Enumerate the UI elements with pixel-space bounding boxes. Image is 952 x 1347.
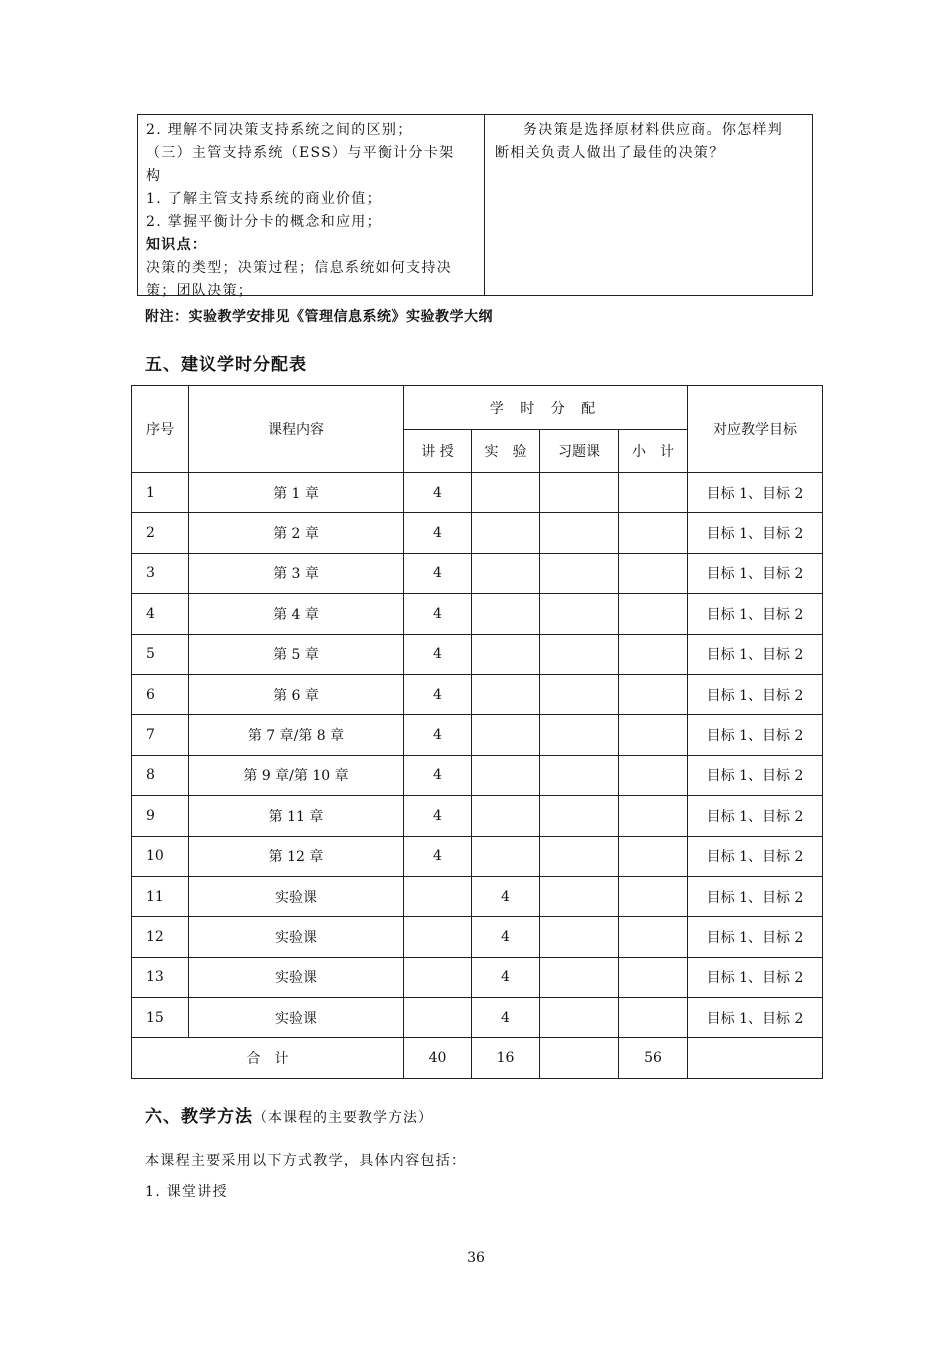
- table-row: [132, 553, 823, 593]
- cell-content: 第 6 章: [189, 674, 404, 714]
- appendix-note: 附注：实验教学安排见《管理信息系统》实验教学大纲: [145, 309, 493, 325]
- table-row: [132, 513, 823, 553]
- objective-line: 1. 了解主管支持系统的商业价值；: [146, 191, 382, 207]
- header-index: 序号: [132, 386, 189, 473]
- cell-content: 实验课: [189, 957, 404, 997]
- cell-exercise: [540, 594, 619, 634]
- objectives-cell: [138, 115, 485, 299]
- table-row: [132, 634, 823, 674]
- cell-subtotal: [619, 998, 688, 1038]
- cell-subtotal: [619, 796, 688, 836]
- table-row: [132, 796, 823, 836]
- cell-lecture: 4: [404, 553, 472, 593]
- cell-subtotal: [619, 755, 688, 795]
- table-row: [132, 836, 823, 876]
- section-6-subtitle: （本课程的主要教学方法）: [253, 1110, 433, 1126]
- section-5-title: 五、建议学时分配表: [145, 355, 307, 375]
- cell-subtotal: [619, 634, 688, 674]
- cell-experiment: [472, 796, 540, 836]
- header-hours: 学 时 分 配: [404, 386, 688, 430]
- cell-idx: 4: [132, 594, 189, 634]
- cell-content: 实验课: [189, 917, 404, 957]
- table-row: [132, 473, 823, 513]
- knowledge-points-label: 知识点：: [146, 237, 208, 253]
- cell-content: 第 4 章: [189, 594, 404, 634]
- cell-exercise: [540, 957, 619, 997]
- cell-experiment: [472, 755, 540, 795]
- cell-experiment: [472, 553, 540, 593]
- cell-exercise: [540, 513, 619, 553]
- cell-experiment: 4: [472, 957, 540, 997]
- table-row: [132, 957, 823, 997]
- cell-lecture: 4: [404, 513, 472, 553]
- total-goal: [688, 1038, 823, 1078]
- page-number: 36: [467, 1250, 485, 1266]
- cell-goal: 目标 1、目标 2: [688, 513, 823, 553]
- total-subtotal: 56: [619, 1038, 688, 1078]
- cell-experiment: [472, 674, 540, 714]
- cell-experiment: [472, 634, 540, 674]
- cell-experiment: [472, 473, 540, 513]
- cell-exercise: [540, 634, 619, 674]
- cell-lecture: 4: [404, 473, 472, 513]
- hours-allocation-table: [131, 385, 823, 1079]
- header-subtotal: 小 计: [619, 430, 688, 473]
- cell-goal: 目标 1、目标 2: [688, 957, 823, 997]
- cell-exercise: [540, 836, 619, 876]
- cell-goal: 目标 1、目标 2: [688, 917, 823, 957]
- header-goal: 对应教学目标: [688, 386, 823, 473]
- cell-lecture: [404, 917, 472, 957]
- table-row: [132, 998, 823, 1038]
- cell-exercise: [540, 917, 619, 957]
- cell-content: 第 5 章: [189, 634, 404, 674]
- cell-idx: 7: [132, 715, 189, 755]
- cell-lecture: 4: [404, 796, 472, 836]
- cell-content: 第 11 章: [189, 796, 404, 836]
- cell-content: 实验课: [189, 876, 404, 916]
- cell-exercise: [540, 796, 619, 836]
- cell-goal: 目标 1、目标 2: [688, 715, 823, 755]
- total-exercise: [540, 1038, 619, 1078]
- total-label: 合 计: [132, 1038, 404, 1078]
- cell-content: 第 12 章: [189, 836, 404, 876]
- objective-line: 2. 掌握平衡计分卡的概念和应用；: [146, 214, 382, 230]
- cell-exercise: [540, 755, 619, 795]
- cell-content: 第 2 章: [189, 513, 404, 553]
- cell-content: 第 7 章/第 8 章: [189, 715, 404, 755]
- table-row: [132, 755, 823, 795]
- cell-idx: 11: [132, 876, 189, 916]
- cell-goal: 目标 1、目标 2: [688, 594, 823, 634]
- cell-idx: 5: [132, 634, 189, 674]
- cell-content: 第 3 章: [189, 553, 404, 593]
- cell-goal: 目标 1、目标 2: [688, 674, 823, 714]
- cell-idx: 6: [132, 674, 189, 714]
- cell-exercise: [540, 876, 619, 916]
- cell-subtotal: [619, 513, 688, 553]
- method-item-1: 1. 课堂讲授: [145, 1184, 228, 1200]
- method-intro: 本课程主要采用以下方式教学，具体内容包括：: [145, 1153, 467, 1169]
- cell-subtotal: [619, 836, 688, 876]
- table-row: [132, 917, 823, 957]
- cell-lecture: 4: [404, 674, 472, 714]
- objective-line: （三）主管支持系统（ESS）与平衡计分卡架: [146, 145, 455, 161]
- cell-experiment: [472, 513, 540, 553]
- cell-goal: 目标 1、目标 2: [688, 836, 823, 876]
- total-lecture: 40: [404, 1038, 472, 1078]
- cell-subtotal: [619, 674, 688, 714]
- cell-goal: 目标 1、目标 2: [688, 796, 823, 836]
- total-row: [132, 1038, 823, 1078]
- objective-line: 2. 理解不同决策支持系统之间的区别；: [146, 122, 413, 138]
- cell-idx: 3: [132, 553, 189, 593]
- cell-lecture: 4: [404, 594, 472, 634]
- table-row: [132, 594, 823, 634]
- cell-exercise: [540, 553, 619, 593]
- cell-goal: 目标 1、目标 2: [688, 755, 823, 795]
- course-content-table: [137, 114, 813, 299]
- cell-experiment: 4: [472, 917, 540, 957]
- cell-exercise: [540, 674, 619, 714]
- cell-idx: 15: [132, 998, 189, 1038]
- case-question-cell: [485, 115, 812, 295]
- cell-subtotal: [619, 876, 688, 916]
- table-row: [132, 674, 823, 714]
- cell-goal: 目标 1、目标 2: [688, 998, 823, 1038]
- cell-lecture: [404, 998, 472, 1038]
- cell-experiment: 4: [472, 998, 540, 1038]
- cell-goal: 目标 1、目标 2: [688, 634, 823, 674]
- cell-goal: 目标 1、目标 2: [688, 473, 823, 513]
- objective-line: 决策的类型；决策过程；信息系统如何支持决: [146, 260, 452, 276]
- cell-lecture: [404, 957, 472, 997]
- section-6-title: [145, 1102, 433, 1127]
- cell-goal: 目标 1、目标 2: [688, 553, 823, 593]
- cell-subtotal: [619, 594, 688, 634]
- objective-line: 策；团队决策；: [146, 283, 254, 299]
- cell-subtotal: [619, 917, 688, 957]
- cell-exercise: [540, 715, 619, 755]
- header-experiment: 实 验: [472, 430, 540, 473]
- cell-idx: 8: [132, 755, 189, 795]
- table-row: [132, 876, 823, 916]
- objective-line: 构: [146, 168, 162, 184]
- table-row: [132, 715, 823, 755]
- cell-exercise: [540, 473, 619, 513]
- cell-content: 实验课: [189, 998, 404, 1038]
- cell-lecture: 4: [404, 634, 472, 674]
- cell-experiment: [472, 836, 540, 876]
- cell-idx: 2: [132, 513, 189, 553]
- header-exercise: 习题课: [540, 430, 619, 473]
- cell-goal: 目标 1、目标 2: [688, 876, 823, 916]
- cell-lecture: 4: [404, 836, 472, 876]
- case-line: 务决策是选择原材料供应商。你怎样判: [523, 122, 784, 138]
- section-6-heading: 六、教学方法: [145, 1107, 253, 1127]
- cell-lecture: 4: [404, 715, 472, 755]
- cell-lecture: 4: [404, 755, 472, 795]
- cell-lecture: [404, 876, 472, 916]
- cell-idx: 12: [132, 917, 189, 957]
- cell-subtotal: [619, 957, 688, 997]
- total-experiment: 16: [472, 1038, 540, 1078]
- cell-content: 第 9 章/第 10 章: [189, 755, 404, 795]
- cell-idx: 13: [132, 957, 189, 997]
- cell-subtotal: [619, 473, 688, 513]
- cell-idx: 1: [132, 473, 189, 513]
- cell-experiment: [472, 594, 540, 634]
- cell-idx: 9: [132, 796, 189, 836]
- cell-content: 第 1 章: [189, 473, 404, 513]
- header-lecture: 讲 授: [404, 430, 472, 473]
- cell-subtotal: [619, 715, 688, 755]
- header-content: 课程内容: [189, 386, 404, 473]
- case-line: 断相关负责人做出了最佳的决策？: [495, 145, 725, 161]
- cell-experiment: 4: [472, 876, 540, 916]
- cell-experiment: [472, 715, 540, 755]
- cell-exercise: [540, 998, 619, 1038]
- cell-idx: 10: [132, 836, 189, 876]
- cell-subtotal: [619, 553, 688, 593]
